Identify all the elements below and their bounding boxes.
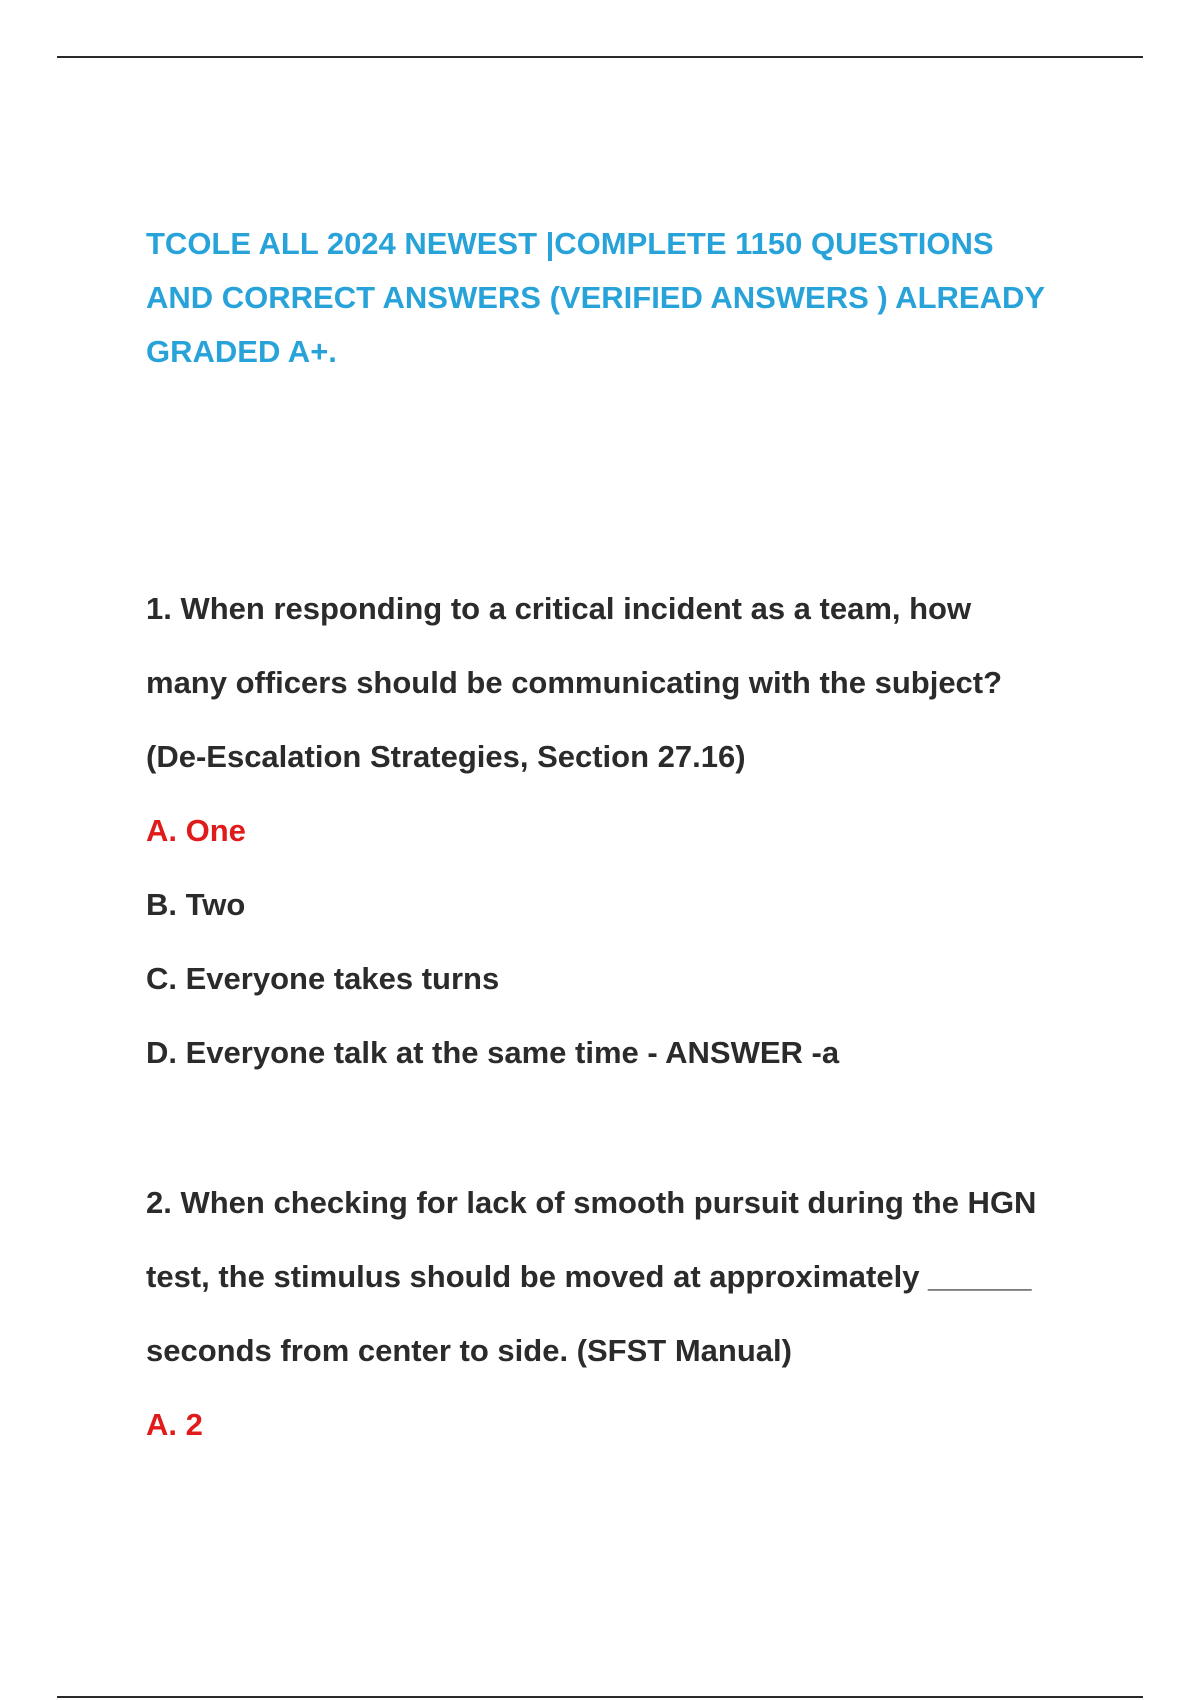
question-1-option-c: C. Everyone takes turns xyxy=(146,961,500,996)
question-1-option-a-correct: A. One xyxy=(146,813,246,848)
question-1-option-b: B. Two xyxy=(146,887,246,922)
title-line-1: TCOLE ALL 2024 NEWEST |COMPLETE 1150 QUESTIONS xyxy=(146,226,994,261)
title-line-2: AND CORRECT ANSWERS (VERIFIED ANSWERS ) ALREADY xyxy=(146,280,1046,315)
top-rule xyxy=(57,56,1143,58)
question-1-line-1: 1. When responding to a critical incident as a team, how xyxy=(146,591,972,626)
question-2-option-a-correct: A. 2 xyxy=(146,1407,203,1442)
document-title xyxy=(146,206,1106,389)
question-2-line-1: 2. When checking for lack of smooth pursuit during the HGN xyxy=(146,1185,1037,1220)
bottom-rule xyxy=(57,1696,1143,1698)
title-line-3: GRADED A+. xyxy=(146,334,337,369)
question-1-line-3: (De-Escalation Strategies, Section 27.16) xyxy=(146,739,746,774)
question-2 xyxy=(146,1166,1106,1462)
question-2-line-3: seconds from center to side. (SFST Manual) xyxy=(146,1333,792,1368)
question-1-line-2: many officers should be communicating with the subject? xyxy=(146,665,1003,700)
question-1 xyxy=(146,572,1106,1090)
question-2-line-2: test, the stimulus should be moved at approximately ______ xyxy=(146,1259,1032,1294)
question-1-option-d: D. Everyone talk at the same time - ANSWER -a xyxy=(146,1035,840,1070)
